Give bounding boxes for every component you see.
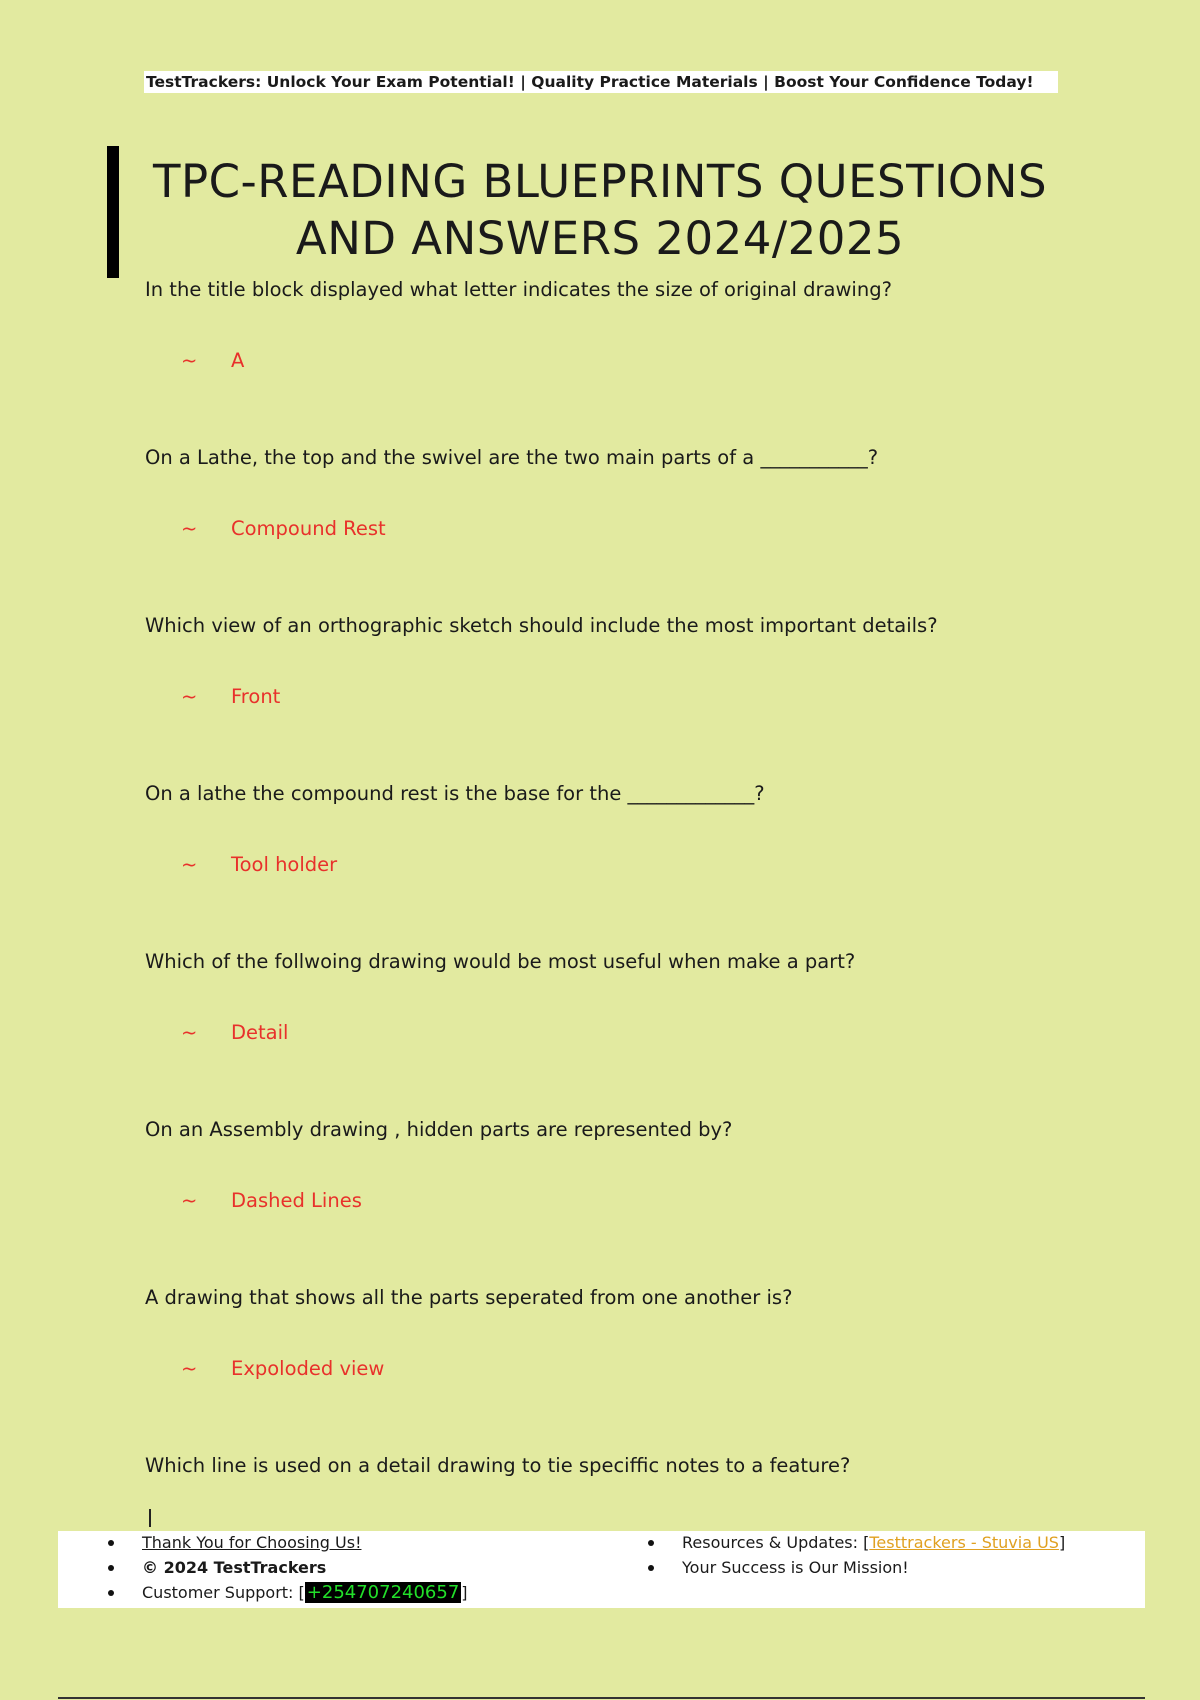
tilde-bullet-icon: ~ [181,349,198,372]
tilde-bullet-icon: ~ [181,853,198,876]
question-text: On an Assembly drawing , hidden parts are represented by? [145,1118,733,1141]
bullet-dot-icon [648,1565,654,1571]
support-close: ] [461,1583,468,1602]
qa-item [145,272,1095,440]
qa-item [145,776,1095,944]
answer-value: Dashed Lines [231,1189,362,1212]
qa-list [145,272,1095,1616]
answer-text [181,1189,362,1212]
tilde-bullet-icon: ~ [181,685,198,708]
question-text: A drawing that shows all the parts seperated from one another is? [145,1286,793,1309]
bullet-dot-icon [108,1565,114,1571]
answer-text [181,517,386,540]
support-label: Customer Support: [ [142,1583,305,1602]
answer-text [181,853,337,876]
answer-text [181,1021,288,1044]
answer-value: A [231,349,245,372]
bullet-dot-icon [108,1540,114,1546]
bullet-dot-icon [648,1540,654,1546]
qa-item [145,1280,1095,1448]
header-banner: TestTrackers: Unlock Your Exam Potential! | Quality Practice Materials | Boost Your Confidence Today! [144,71,1058,93]
question-text: In the title block displayed what letter indicates the size of original drawing? [145,278,892,301]
question-text: On a Lathe, the top and the swivel are the two main parts of a ___________? [145,446,879,469]
resources-updates [682,1532,1065,1554]
answer-value: Detail [231,1021,289,1044]
page-bottom-rule [58,1697,1145,1699]
answer-value: Compound Rest [231,517,386,540]
answer-value: Expoloded view [231,1357,385,1380]
qa-item [145,1112,1095,1280]
answer-value: Tool holder [231,853,338,876]
answer-value: Front [231,685,281,708]
tilde-bullet-icon: ~ [181,1021,198,1044]
resources-link[interactable]: Testtrackers - Stuvia US [869,1533,1059,1552]
bullet-dot-icon [108,1590,114,1596]
footer-box [58,1531,1145,1608]
thank-you-text: Thank You for Choosing Us! [142,1533,362,1552]
tilde-bullet-icon: ~ [181,1357,198,1380]
tilde-bullet-icon: ~ [181,517,198,540]
qa-item [145,944,1095,1112]
copyright-text: © 2024 TestTrackers [142,1558,327,1577]
answer-text [181,349,244,372]
customer-support [142,1582,468,1604]
support-phone-link[interactable]: +254707240657 [306,1582,460,1603]
resources-label: Resources & Updates: [ [682,1533,870,1552]
question-text: Which line is used on a detail drawing to tie speciffic notes to a feature? [145,1454,851,1477]
question-text: Which view of an orthographic sketch should include the most important details? [145,614,938,637]
answer-text [181,685,280,708]
resources-close: ] [1058,1533,1066,1552]
title-accent-bar [107,146,119,278]
document-title [140,153,1060,267]
qa-item [145,440,1095,608]
mission-text: Your Success is Our Mission! [682,1558,909,1577]
title-line-1: TPC-READING BLUEPRINTS QUESTIONS [152,155,1048,208]
tilde-bullet-icon: ~ [181,1189,198,1212]
answer-text [181,1357,384,1380]
qa-item [145,608,1095,776]
title-line-2: AND ANSWERS 2024/2025 [295,212,905,265]
question-text: Which of the follwoing drawing would be most useful when make a part? [145,950,856,973]
question-text: On a lathe the compound rest is the base for the _____________? [145,782,765,805]
text-cursor [149,1509,151,1527]
